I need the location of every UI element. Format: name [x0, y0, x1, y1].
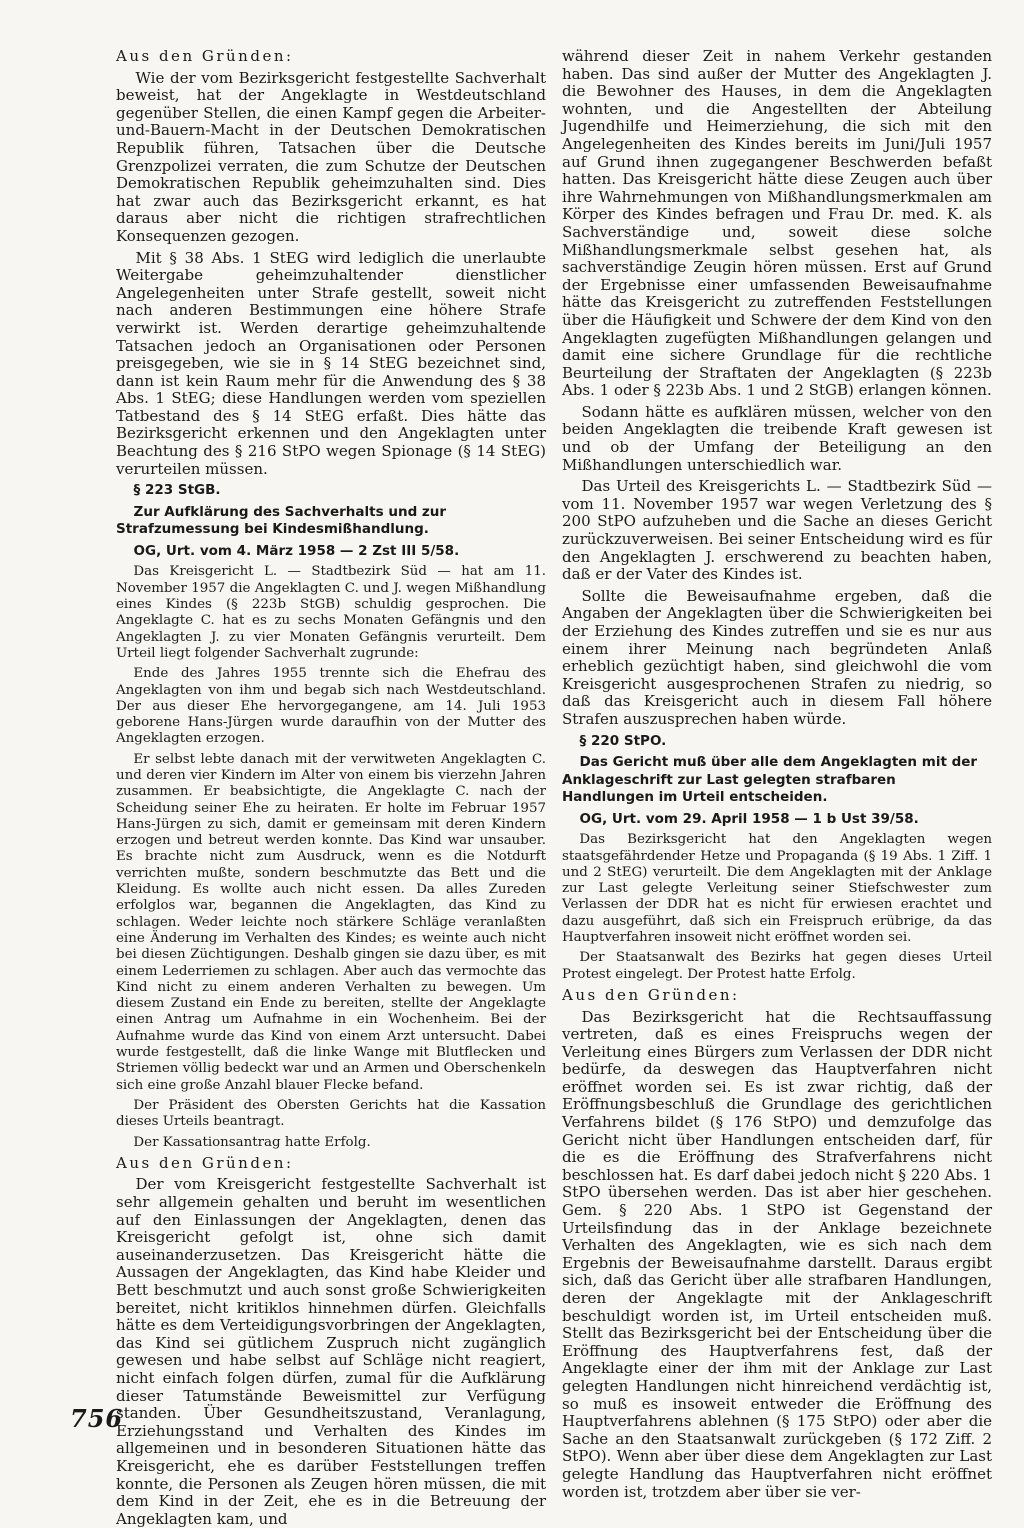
paragraph: Der vom Kreisgericht festgestellte Sachverhalt ist sehr allgemein gehalten und beruht im wesentlichen auf den Einlassungen der Angeklagten, denen das Kreisgericht gefolgt ist, ohne sich damit auseinanderzusetzen. Das Kreisgericht hätte die Aussagen der Angeklagten, das Kind habe Kleider und Bett beschmutzt und auch sonst große Schwierigkeiten bereitet, nicht kritiklos hinnehmen dürfen. Gleichfalls hätte es dem Verteidigungsvorbringen der Angeklagten, das Kind sei gütlichem Zuspruch nicht zugänglich gewesen und habe selbst auf Schläge nicht reagiert, nicht einfach folgen dürfen, zumal für die Aufklärung dieser Tatumstände Beweismittel zur Verfügung standen. Über Gesundheitszustand, Veranlagung, Erziehungsstand und Verhalten des Kindes im allgemeinen und in besonderen Situationen hätte das Kreisgericht, ehe es darüber Feststellungen treffen konnte, die Personen als Zeugen hören müssen, die mit dem Kind in der Zeit, ehe es in die Betreuung der Angeklagten kam, und [116, 1175, 546, 1528]
paragraph: während dieser Zeit in nahem Verkehr gestanden haben. Das sind außer der Mutter des Angeklagten J. die Bewohner des Hauses, in dem die Angeklagten wohnten, und die Angestellten der Abteilung Jugendhilfe und Heimerziehung, die sich mit den Angelegenheiten des Kindes bereits im Juni/Juli 1957 auf Grund ihnen zugegangener Beschwerden befaßt hatten. Das Kreisgericht hätte diese Zeugen auch über ihre Wahrnehmungen von Mißhandlungsmerkmalen am Körper des Kindes befragen und Frau Dr. med. K. als Sachverständige und, soweit diese solche Mißhandlungsmerkmale selbst gesehen hat, als sachverständige Zeugin hören müssen. Erst auf Grund der Ergebnisse einer umfassenden Beweisaufnahme hätte das Kreisgericht zu zutreffenden Feststellungen über die Häufigkeit und Schwere der dem Kind von den Angeklagten zugefügten Mißhandlungen gelangen und damit eine sichere Grundlage für die rechtliche Beurteilung der Straftaten der Angeklagten (§ 223b Abs. 1 oder § 223b Abs. 1 und 2 StGB) erlangen können. [562, 47, 992, 400]
paragraph: Sollte die Beweisaufnahme ergeben, daß die Angaben der Angeklagten über die Schwierigkeiten bei der Erziehung des Kindes zutreffen und sie es nur aus einem ihrer Meinung nach begründeten Anlaß erheblich gezüchtigt haben, sind gleichwohl die vom Kreisgericht ausgesprochenen Strafen zu niedrig, so daß das Kreisgericht auch in diesem Fall höhere Strafen auszusprechen haben würde. [562, 586, 992, 728]
facts-paragraph: Er selbst lebte danach mit der verwitweten Angeklagten C. und deren vier Kindern im Alter von einem bis vierzehn Jahren zusammen. Er beabsichtigte, die Angeklagte C. nach der Scheidung seiner Ehe zu heiraten. Er holte im Februar 1957 Hans-Jürgen zu sich, damit er gemeinsam mit deren Kindern erzogen und betreut werden konnte. Das Kind war unsauber. Es brachte nicht zum Ausdruck, wenn es die Notdurft verrichten mußte, sondern beschmutzte das Bett und die Kleidung. Es wollte auch nicht essen. Da alles Zureden erfolglos war, begannen die Angeklagten, das Kind zu schlagen. Weder leichte noch stärkere Schläge veranlaßten eine Änderung im Verhalten des Kindes; es weinte auch nicht bei diesen Züchtigungen. Deshalb gingen sie dazu über, es mit einem Lederriemen zu schlagen. Aber auch das vermochte das Kind nicht zu einem anderen Verhalten zu bewegen. Um diesem Zustand ein Ende zu bereiten, stellte der Angeklagte einen Antrag um Aufnahme in ein Wochenheim. Bei der Aufnahme wurde das Kind von einem Arzt untersucht. Dabei wurde festgestellt, daß die linke Wange mit Blutflecken und Striemen völlig bedeckt war und an Armen und Oberschenkeln sich eine große Anzahl blauer Flecke befand. [116, 751, 546, 1093]
facts-paragraph: Das Bezirksgericht hat den Angeklagten wegen staatsgefährdender Hetze und Propaganda (§ 19 Abs. 1 Ziff. 1 und 2 StEG) verurteilt. Die dem Angeklagten mit der Anklage zur Last gelegte Verleitung seiner Stiefschwester zum Verlassen der DDR hat es nicht für erwiesen erachtet und dazu ausgeführt, daß sich ein Freispruch erübrige, da das Hauptverfahren insoweit nicht eröffnet worden sei. [562, 832, 992, 946]
statute-reference: § 220 StPO. [579, 732, 667, 749]
left-column [116, 48, 546, 1528]
headnote: Das Gericht muß über alle dem Angeklagten mit der Anklageschrift zur Last gelegten strafbaren Handlungen im Urteil entscheiden. [562, 754, 978, 806]
facts-paragraph: Das Kreisgericht L. — Stadtbezirk Süd — hat am 11. November 1957 die Angeklagten C. und J. wegen Mißhandlung eines Kindes (§ 223b StGB) schuldig gesprochen. Die Angeklagte C. hat es zu sechs Monaten Gefängnis und den Angeklagten J. zu vier Monaten Gefängnis verurteilt. Dem Urteil liegt folgender Sachverhalt zugrunde: [116, 564, 546, 661]
facts-paragraph: Der Präsident des Obersten Gerichts hat die Kassation dieses Urteils beantragt. [116, 1097, 546, 1130]
facts-paragraph: Der Staatsanwalt des Bezirks hat gegen dieses Urteil Protest eingelegt. Der Protest hatte Erfolg. [562, 950, 992, 982]
section-heading-reasons: Aus den Gründen: [562, 985, 740, 1004]
headnote: Zur Aufklärung des Sachverhalts und zur Strafzumessung bei Kindesmißhandlung. [116, 503, 447, 538]
page-number: 756 [70, 1404, 124, 1433]
section-heading-reasons: Aus den Gründen: [116, 1153, 294, 1172]
court-citation: OG, Urt. vom 4. März 1958 — 2 Zst III 5/58. [133, 542, 460, 559]
facts-paragraph: Ende des Jahres 1955 trennte sich die Ehefrau des Angeklagten von ihm und begab sich nach Westdeutschland. Der aus dieser Ehe hervorgegangene, am 14. Juli 1953 geborene Hans-Jürgen wurde daraufhin von der Mutter des Angeklagten erzogen. [116, 666, 546, 747]
paragraph: Wie der vom Bezirksgericht festgestellte Sachverhalt beweist, hat der Angeklagte in Westdeutschland gegenüber Stellen, die einen Kampf gegen die Arbeiter-und-Bauern-Macht in der Deutschen Demokratischen Republik führen, Tatsachen über die Deutsche Grenzpolizei verraten, die zum Schutze der Deutschen Demokratischen Republik geheimzuhalten sind. Dies hat zwar auch das Bezirksgericht erkannt, es hat daraus aber nicht die richtigen strafrechtlichen Konsequenzen gezogen. [116, 68, 546, 245]
right-column [562, 48, 992, 1501]
statute-reference: § 223 StGB. [133, 482, 221, 499]
facts-paragraph: Der Kassationsantrag hatte Erfolg. [133, 1134, 371, 1150]
paragraph: Das Urteil des Kreisgerichts L. — Stadtbezirk Süd — vom 11. November 1957 war wegen Verletzung des § 200 StPO aufzuheben und die Sache an dieses Gericht zurückzuverweisen. Bei seiner Entscheidung wird es für den Angeklagten J. erschwerend zu beachten haben, daß er der Vater des Kindes ist. [562, 477, 992, 584]
court-citation: OG, Urt. vom 29. April 1958 — 1 b Ust 39/58. [579, 810, 919, 827]
paragraph: Das Bezirksgericht hat die Rechtsauffassung vertreten, daß es eines Freispruchs wegen der Verleitung eines Bürgers zum Verlassen der DDR nicht bedürfe, da deswegen das Hauptverfahren nicht eröffnet worden sei. Es ist zwar richtig, daß der Eröffnungsbeschluß die Grundlage des gerichtlichen Verfahrens bildet (§ 176 StPO) und demzufolge das Gericht nicht über Handlungen entscheiden darf, für die es die Eröffnung des Strafverfahrens nicht beschlossen hat. Es darf dabei jedoch nicht § 220 Abs. 1 StPO übersehen werden. Das ist aber hier geschehen. Gem. § 220 Abs. 1 StPO ist Gegenstand der Urteilsfindung das in der Anklage bezeichnete Verhalten des Angeklagten, wie es sich nach dem Ergebnis der Beweisaufnahme darstellt. Daraus ergibt sich, daß das Gericht über alle strafbaren Handlungen, deren der Angeklagte mit der Anklageschrift beschuldigt worden ist, im Urteil entscheiden muß. Stellt das Bezirksgericht bei der Entscheidung über die Eröffnung des Hauptverfahrens fest, daß der Angeklagte einer der ihm mit der Anklage zur Last gelegten Handlungen nicht hinreichend verdächtig ist, so muß es insoweit entweder die Eröffnung des Hauptverfahrens ablehnen (§ 175 StPO) oder aber die Sache an den Staatsanwalt zurückgeben (§ 172 Ziff. 2 StPO). Wenn aber über diese dem Angeklagten zur Last gelegte Handlung das Hauptverfahren nicht eröffnet worden ist, trotzdem aber über sie ver- [562, 1007, 992, 1501]
paragraph: Sodann hätte es aufklären müssen, welcher von den beiden Angeklagten die treibende Kraft gewesen ist und ob der Umfang der Beteiligung an den Mißhandlungen unterschiedlich war. [562, 402, 992, 474]
paragraph: Mit § 38 Abs. 1 StEG wird lediglich die unerlaubte Weitergabe geheimzuhaltender dienstlicher Angelegenheiten unter Strafe gestellt, soweit nicht nach anderen Bestimmungen eine höhere Strafe verwirkt ist. Werden derartige geheimzuhaltende Tatsachen jedoch an Organisationen oder Personen preisgegeben, wie sie in § 14 StEG bezeichnet sind, dann ist kein Raum mehr für die Anwendung des § 38 Abs. 1 StEG; diese Handlungen werden vom speziellen Tatbestand des § 14 StEG erfaßt. Dies hätte das Bezirksgericht erkennen und den Angeklagten unter Beachtung des § 216 StPO wegen Spionage (§ 14 StEG) verurteilen müssen. [116, 248, 546, 478]
section-heading-reasons: Aus den Gründen: [116, 47, 294, 65]
